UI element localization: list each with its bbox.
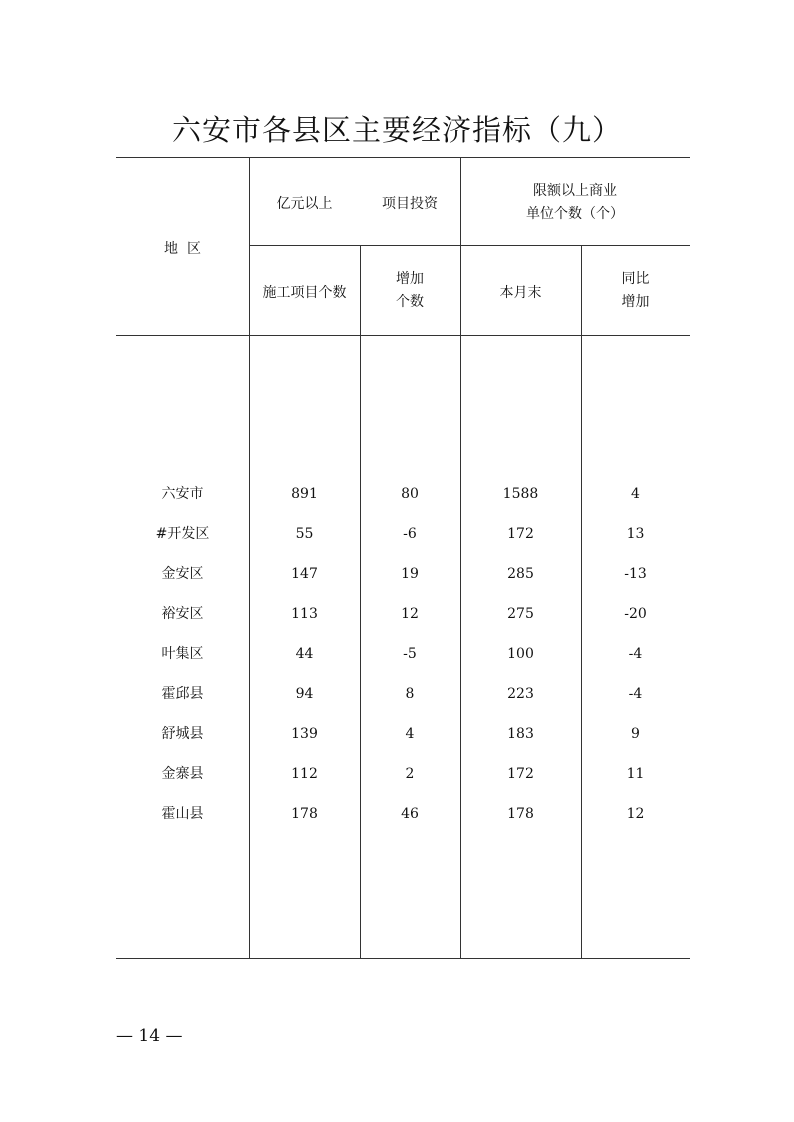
cell-increase: 4 [405, 726, 415, 742]
cell-month-end: 285 [507, 566, 534, 582]
cell-yoy: 11 [626, 766, 645, 782]
cell-increase: 80 [401, 486, 419, 502]
cell-projects: 113 [291, 606, 318, 622]
cell-region: 舒城县 [161, 726, 204, 742]
cell-projects: 139 [291, 726, 318, 742]
cell-month-end: 183 [507, 726, 534, 742]
cell-month-end: 1588 [502, 486, 539, 502]
header-col-yoy [581, 268, 690, 314]
cell-increase: 8 [405, 686, 415, 702]
table-top-rule [116, 157, 690, 158]
cell-yoy: 13 [626, 526, 645, 542]
cell-increase: 12 [401, 606, 419, 622]
cell-region: 金安区 [161, 566, 204, 582]
header-col-yoy-line2: 增加 [621, 294, 650, 310]
header-region: 地 区 [164, 241, 201, 257]
header-group1-part1: 亿元以上 [276, 196, 333, 212]
cell-projects: 178 [291, 806, 318, 822]
cell-yoy: -20 [624, 606, 647, 622]
header-group2 [460, 180, 690, 226]
cell-projects: 891 [291, 486, 318, 502]
cell-region: 六安市 [161, 486, 204, 502]
cell-month-end: 223 [507, 686, 534, 702]
cell-yoy: 4 [631, 486, 640, 502]
cell-projects: 44 [295, 646, 314, 662]
cell-increase: 19 [401, 566, 419, 582]
header-col-increase [360, 268, 460, 314]
cell-month-end: 172 [507, 766, 534, 782]
page-number: — 14 — [116, 1026, 183, 1046]
column-divider-3 [460, 157, 461, 959]
cell-region: 叶集区 [161, 646, 204, 662]
cell-region: 霍邱县 [161, 686, 204, 702]
cell-yoy: 9 [631, 726, 640, 742]
cell-increase: 2 [405, 766, 415, 782]
cell-yoy: -4 [628, 646, 643, 662]
cell-region: 霍山县 [161, 806, 204, 822]
cell-yoy: -13 [624, 566, 647, 582]
cell-increase: -6 [403, 526, 417, 542]
header-col-projects: 施工项目个数 [262, 285, 347, 301]
cell-projects: 112 [291, 766, 318, 782]
cell-region: #开发区 [155, 526, 210, 542]
header-col-increase-line1: 增加 [396, 271, 424, 287]
cell-region: 金寨县 [161, 766, 204, 782]
header-col-yoy-line1: 同比 [621, 271, 650, 287]
header-col-month-end: 本月末 [499, 285, 542, 301]
cell-projects: 55 [295, 526, 314, 542]
header-group2-line2: 单位个数（个） [526, 206, 624, 222]
cell-yoy: 12 [626, 806, 645, 822]
cell-projects: 147 [291, 566, 318, 582]
cell-increase: 46 [401, 806, 419, 822]
column-divider-1 [249, 157, 250, 959]
cell-month-end: 178 [507, 806, 534, 822]
cell-month-end: 100 [507, 646, 534, 662]
cell-yoy: -4 [628, 686, 643, 702]
cell-month-end: 275 [507, 606, 534, 622]
cell-projects: 94 [295, 686, 314, 702]
header-mid-rule [249, 245, 690, 246]
cell-region: 裕安区 [161, 606, 204, 622]
header-bottom-rule [116, 335, 690, 336]
column-divider-4 [581, 245, 582, 959]
header-col-increase-line2: 个数 [396, 294, 424, 310]
header-group2-line1: 限额以上商业 [533, 183, 617, 199]
cell-increase: -5 [403, 646, 417, 662]
table-bottom-rule [116, 958, 690, 959]
header-group1-part2: 项目投资 [382, 196, 438, 212]
column-divider-2 [360, 245, 361, 959]
cell-month-end: 172 [507, 526, 534, 542]
page-title: 六安市各县区主要经济指标（九） [171, 113, 622, 147]
